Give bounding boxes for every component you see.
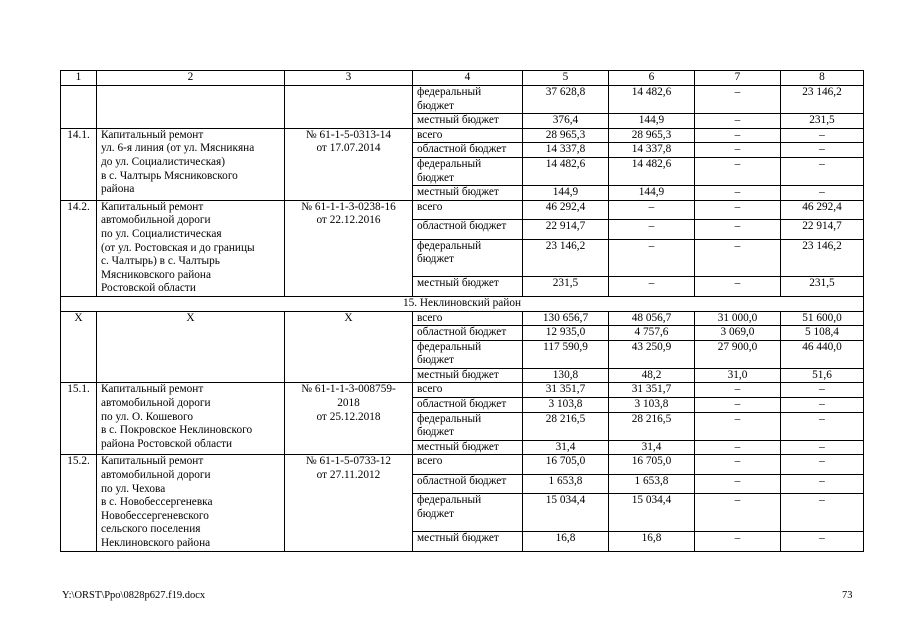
- table-cell: 1 653,8: [523, 474, 609, 493]
- table-cell: 22 914,7: [781, 220, 864, 239]
- table-cell: федеральный бюджет: [413, 412, 523, 440]
- table-cell: –: [609, 220, 695, 239]
- table-cell: 31 351,7: [523, 383, 609, 398]
- table-cell: –: [695, 239, 781, 277]
- table-cell: 51,6: [781, 368, 864, 383]
- table-cell: 14 482,6: [609, 157, 695, 185]
- table-cell: –: [695, 114, 781, 129]
- table-cell: № 61-1-5-0313-14 от 17.07.2014: [285, 128, 413, 200]
- table-cell: 15.2.: [61, 455, 97, 551]
- table-cell: –: [781, 383, 864, 398]
- table-cell: 31,4: [523, 440, 609, 455]
- table-cell: Х: [97, 311, 285, 383]
- table-cell: федеральный бюджет: [413, 239, 523, 277]
- table-cell: –: [695, 440, 781, 455]
- table-cell: 5 108,4: [781, 326, 864, 341]
- table-cell: 117 590,9: [523, 340, 609, 368]
- header-cell: 1: [61, 71, 97, 86]
- table-cell: [61, 86, 97, 129]
- table-cell: –: [609, 277, 695, 297]
- table-cell: 31 000,0: [695, 311, 781, 326]
- table-cell: 22 914,7: [523, 220, 609, 239]
- table-cell: 144,9: [609, 114, 695, 129]
- table-cell: всего: [413, 311, 523, 326]
- table-cell: местный бюджет: [413, 186, 523, 201]
- table-cell: 28 216,5: [523, 412, 609, 440]
- table-cell: областной бюджет: [413, 474, 523, 493]
- table-cell: 231,5: [523, 277, 609, 297]
- table-cell: Капитальный ремонт автомобильной дороги по ул. О. Кошевого в с. Покровское Неклиновского района Ростовской области: [97, 383, 285, 455]
- table-cell: –: [781, 157, 864, 185]
- table-cell: федеральный бюджет: [413, 494, 523, 532]
- table-cell: № 61-1-1-3-008759- 2018 от 25.12.2018: [285, 383, 413, 455]
- table-cell: 48,2: [609, 368, 695, 383]
- table-cell: 23 146,2: [781, 239, 864, 277]
- table-cell: 3 069,0: [695, 326, 781, 341]
- table-cell: всего: [413, 200, 523, 219]
- table-cell: [285, 86, 413, 129]
- table-cell: 46 292,4: [781, 200, 864, 219]
- table-cell: –: [609, 239, 695, 277]
- table-cell: 15.1.: [61, 383, 97, 455]
- table-cell: 130 656,7: [523, 311, 609, 326]
- table-row: [61, 455, 864, 474]
- table-cell: 144,9: [523, 186, 609, 201]
- table-cell: –: [695, 186, 781, 201]
- table-cell: 46 292,4: [523, 200, 609, 219]
- table-cell: Капитальный ремонт ул. 6-я линия (от ул. Мясникяна до ул. Социалистическая) в с. Чалтырь Мясниковского района: [97, 128, 285, 200]
- table-cell: –: [695, 474, 781, 493]
- table-cell: Х: [61, 311, 97, 383]
- table-cell: –: [695, 383, 781, 398]
- table-cell: –: [781, 494, 864, 532]
- table-cell: –: [695, 128, 781, 143]
- section-header-row: [61, 296, 864, 311]
- header-cell: 5: [523, 71, 609, 86]
- section-title: 15. Неклиновский район: [61, 296, 864, 311]
- header-cell: 3: [285, 71, 413, 86]
- budget-table: [60, 70, 864, 552]
- table-cell: 43 250,9: [609, 340, 695, 368]
- table-cell: местный бюджет: [413, 532, 523, 552]
- header-cell: 2: [97, 71, 285, 86]
- table-cell: –: [781, 412, 864, 440]
- table-cell: 28 965,3: [609, 128, 695, 143]
- table-cell: местный бюджет: [413, 440, 523, 455]
- table-cell: 16,8: [609, 532, 695, 552]
- table-cell: –: [695, 200, 781, 219]
- table-cell: 23 146,2: [781, 86, 864, 114]
- table-cell: 48 056,7: [609, 311, 695, 326]
- table-cell: 130,8: [523, 368, 609, 383]
- table-cell: –: [609, 200, 695, 219]
- table-cell: Капитальный ремонт автомобильной дороги по ул. Социалистическая (от ул. Ростовская и до границы с. Чалтырь) в с. Чалтырь Мясниковского района Ростовской области: [97, 200, 285, 296]
- column-number-header-row: [61, 71, 864, 86]
- table-cell: 4 757,6: [609, 326, 695, 341]
- table-cell: 3 103,8: [609, 398, 695, 413]
- table-cell: 14 482,6: [609, 86, 695, 114]
- table-cell: Капитальный ремонт автомобильной дороги по ул. Чехова в с. Новобессергеневка Новобессергеневского сельского поселения Неклиновского района: [97, 455, 285, 551]
- table-cell: местный бюджет: [413, 277, 523, 297]
- header-cell: 7: [695, 71, 781, 86]
- table-cell: –: [781, 474, 864, 493]
- table-cell: 16,8: [523, 532, 609, 552]
- table-cell: 31,4: [609, 440, 695, 455]
- table-cell: 23 146,2: [523, 239, 609, 277]
- table-cell: –: [695, 220, 781, 239]
- table-cell: 14 337,8: [609, 143, 695, 158]
- table-cell: 231,5: [781, 277, 864, 297]
- table-row: [61, 128, 864, 143]
- table-cell: –: [695, 86, 781, 114]
- table-cell: 28 216,5: [609, 412, 695, 440]
- header-cell: 8: [781, 71, 864, 86]
- table-cell: [97, 86, 285, 129]
- table-cell: 16 705,0: [609, 455, 695, 474]
- table-cell: 1 653,8: [609, 474, 695, 493]
- table-cell: областной бюджет: [413, 143, 523, 158]
- table-cell: –: [695, 398, 781, 413]
- table-cell: 51 600,0: [781, 311, 864, 326]
- table-cell: –: [781, 398, 864, 413]
- table-cell: местный бюджет: [413, 368, 523, 383]
- table-cell: –: [695, 455, 781, 474]
- table-cell: –: [695, 412, 781, 440]
- table-cell: областной бюджет: [413, 220, 523, 239]
- table-cell: –: [695, 143, 781, 158]
- table-cell: 28 965,3: [523, 128, 609, 143]
- table-cell: всего: [413, 383, 523, 398]
- table-cell: 144,9: [609, 186, 695, 201]
- table-cell: –: [695, 532, 781, 552]
- table-cell: –: [781, 186, 864, 201]
- table-cell: –: [781, 532, 864, 552]
- table-cell: 14.2.: [61, 200, 97, 296]
- table-cell: 31,0: [695, 368, 781, 383]
- table-cell: 12 935,0: [523, 326, 609, 341]
- table-cell: 37 628,8: [523, 86, 609, 114]
- table-row: [61, 383, 864, 398]
- table-cell: федеральный бюджет: [413, 86, 523, 114]
- table-cell: –: [695, 494, 781, 532]
- table-cell: Х: [285, 311, 413, 383]
- table-cell: 376,4: [523, 114, 609, 129]
- table-cell: –: [781, 455, 864, 474]
- table-cell: 14.1.: [61, 128, 97, 200]
- table-cell: 14 337,8: [523, 143, 609, 158]
- table-cell: –: [695, 157, 781, 185]
- table-cell: № 61-1-1-3-0238-16 от 22.12.2016: [285, 200, 413, 296]
- table-cell: федеральный бюджет: [413, 157, 523, 185]
- table-cell: 15 034,4: [523, 494, 609, 532]
- table-cell: –: [695, 277, 781, 297]
- page-number: 73: [842, 590, 853, 601]
- table-body: [61, 71, 864, 552]
- table-cell: федеральный бюджет: [413, 340, 523, 368]
- table-cell: 231,5: [781, 114, 864, 129]
- table-cell: 46 440,0: [781, 340, 864, 368]
- table-cell: всего: [413, 455, 523, 474]
- table-cell: местный бюджет: [413, 114, 523, 129]
- table-cell: 16 705,0: [523, 455, 609, 474]
- table-row: [61, 311, 864, 326]
- table-row: [61, 200, 864, 219]
- table-cell: 31 351,7: [609, 383, 695, 398]
- table-cell: всего: [413, 128, 523, 143]
- table-cell: –: [781, 440, 864, 455]
- table-cell: областной бюджет: [413, 326, 523, 341]
- table-cell: 15 034,4: [609, 494, 695, 532]
- table-cell: областной бюджет: [413, 398, 523, 413]
- header-cell: 6: [609, 71, 695, 86]
- table-row: [61, 86, 864, 114]
- table-cell: –: [781, 143, 864, 158]
- header-cell: 4: [413, 71, 523, 86]
- table-cell: 3 103,8: [523, 398, 609, 413]
- table-cell: № 61-1-5-0733-12 от 27.11.2012: [285, 455, 413, 551]
- table-cell: –: [781, 128, 864, 143]
- table-cell: 27 900,0: [695, 340, 781, 368]
- document-file-path: Y:\ORST\Ppo\0828p627.f19.docx: [62, 590, 206, 601]
- table-cell: 14 482,6: [523, 157, 609, 185]
